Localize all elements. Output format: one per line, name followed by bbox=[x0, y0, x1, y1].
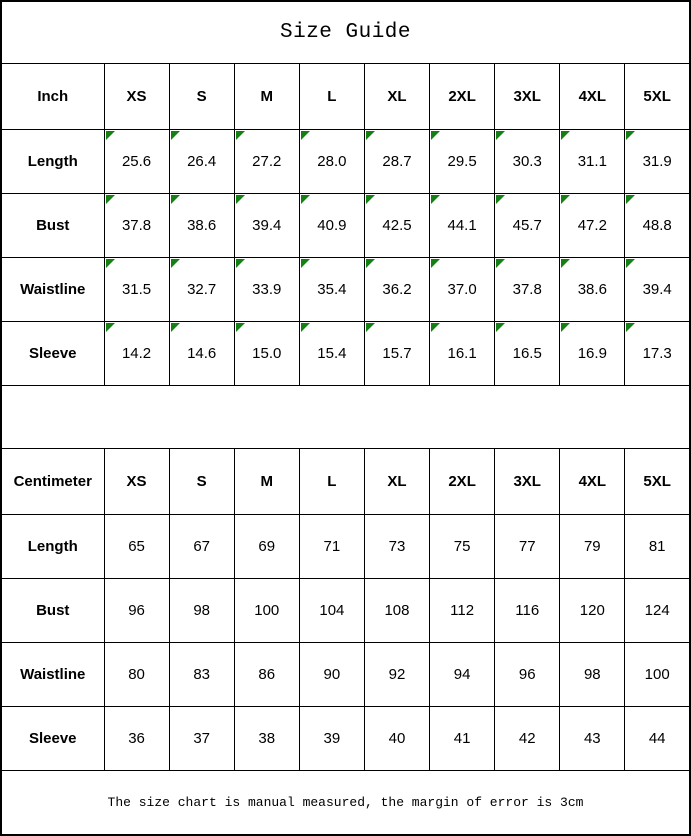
cell-value: 16.1 bbox=[447, 344, 477, 362]
cell-value: 31.5 bbox=[121, 280, 152, 298]
size-value-cell bbox=[430, 193, 495, 257]
size-value-cell bbox=[430, 642, 495, 706]
cell-corner-marker-icon bbox=[561, 131, 570, 140]
size-value-cell bbox=[495, 257, 560, 321]
size-value-cell bbox=[104, 706, 169, 770]
cell-value: 16.9 bbox=[577, 344, 607, 362]
table-row bbox=[1, 129, 690, 193]
centimeter-unit-header: Centimeter bbox=[1, 448, 104, 514]
footer-note: The size chart is manual measured, the margin of error is 3cm bbox=[1, 770, 690, 835]
cell-corner-marker-icon bbox=[626, 195, 635, 204]
size-column-header: S bbox=[169, 63, 234, 129]
inch-header-row bbox=[1, 63, 690, 129]
cell-corner-marker-icon bbox=[431, 195, 440, 204]
cell-corner-marker-icon bbox=[366, 131, 375, 140]
size-column-header: XL bbox=[364, 63, 429, 129]
cell-value: 39 bbox=[323, 729, 341, 747]
size-value-cell bbox=[169, 642, 234, 706]
spacer-cell bbox=[1, 385, 690, 448]
cell-corner-marker-icon bbox=[626, 259, 635, 268]
size-value-cell bbox=[234, 578, 299, 642]
size-column-header: 3XL bbox=[495, 448, 560, 514]
cell-value: 37 bbox=[193, 729, 210, 747]
cell-value: 40.9 bbox=[317, 216, 347, 234]
cell-value: 29.5 bbox=[447, 152, 477, 170]
size-column-header: 5XL bbox=[625, 63, 690, 129]
size-value-cell bbox=[560, 578, 625, 642]
size-value-cell bbox=[625, 257, 690, 321]
size-value-cell bbox=[104, 321, 169, 385]
inch-unit-header: Inch bbox=[1, 63, 104, 129]
cell-value: 32.7 bbox=[187, 280, 217, 298]
size-value-cell bbox=[104, 642, 169, 706]
size-value-cell bbox=[169, 706, 234, 770]
cell-value: 38.6 bbox=[577, 280, 607, 298]
cell-corner-marker-icon bbox=[496, 195, 505, 204]
cell-value: 45.7 bbox=[512, 216, 542, 234]
cell-corner-marker-icon bbox=[236, 323, 245, 332]
size-value-cell bbox=[495, 578, 560, 642]
cell-corner-marker-icon bbox=[366, 195, 375, 204]
size-value-cell bbox=[625, 193, 690, 257]
cell-corner-marker-icon bbox=[236, 259, 245, 268]
size-column-header: 2XL bbox=[430, 63, 495, 129]
cell-value: 31.1 bbox=[577, 152, 607, 170]
size-column-header: XL bbox=[364, 448, 429, 514]
size-value-cell bbox=[364, 129, 429, 193]
row-label: Sleeve bbox=[1, 706, 104, 770]
size-value-cell bbox=[364, 514, 429, 578]
cell-corner-marker-icon bbox=[366, 323, 375, 332]
cell-value: 80 bbox=[128, 665, 145, 683]
cell-value: 38.6 bbox=[187, 216, 217, 234]
size-column-header: S bbox=[169, 448, 234, 514]
cell-corner-marker-icon bbox=[106, 195, 115, 204]
cell-corner-marker-icon bbox=[431, 131, 440, 140]
size-column-header: XS bbox=[104, 448, 169, 514]
size-value-cell bbox=[234, 257, 299, 321]
cell-corner-marker-icon bbox=[301, 131, 310, 140]
size-value-cell bbox=[169, 321, 234, 385]
spacer-row bbox=[1, 385, 690, 448]
cell-corner-marker-icon bbox=[496, 131, 505, 140]
cell-corner-marker-icon bbox=[431, 323, 440, 332]
size-value-cell bbox=[299, 706, 364, 770]
size-value-cell bbox=[364, 642, 429, 706]
cell-value: 16.5 bbox=[512, 344, 542, 362]
table-row bbox=[1, 514, 690, 578]
size-value-cell bbox=[495, 321, 560, 385]
size-value-cell bbox=[104, 514, 169, 578]
size-value-cell bbox=[430, 578, 495, 642]
size-value-cell bbox=[625, 578, 690, 642]
size-value-cell bbox=[495, 642, 560, 706]
cell-value: 42 bbox=[518, 729, 536, 747]
size-value-cell bbox=[234, 193, 299, 257]
size-value-cell bbox=[430, 321, 495, 385]
size-value-cell bbox=[299, 129, 364, 193]
size-column-header: 4XL bbox=[560, 448, 625, 514]
size-value-cell bbox=[625, 706, 690, 770]
cell-corner-marker-icon bbox=[301, 323, 310, 332]
size-value-cell bbox=[299, 514, 364, 578]
cell-value: 116 bbox=[515, 601, 540, 619]
cell-value: 108 bbox=[384, 601, 410, 619]
cell-value: 48.8 bbox=[642, 216, 672, 234]
size-value-cell bbox=[299, 193, 364, 257]
cell-corner-marker-icon bbox=[301, 259, 310, 268]
cell-value: 39.4 bbox=[642, 280, 672, 298]
size-value-cell bbox=[104, 193, 169, 257]
cell-value: 42.5 bbox=[382, 216, 412, 234]
cell-value: 28.0 bbox=[317, 152, 347, 170]
cell-value: 14.2 bbox=[121, 344, 152, 362]
cell-value: 17.3 bbox=[642, 344, 672, 362]
cell-value: 67 bbox=[193, 537, 210, 555]
cell-value: 39.4 bbox=[252, 216, 282, 234]
cell-value: 94 bbox=[453, 665, 471, 683]
cell-corner-marker-icon bbox=[171, 131, 180, 140]
row-label: Waistline bbox=[1, 257, 104, 321]
row-label: Length bbox=[1, 514, 104, 578]
size-value-cell bbox=[234, 642, 299, 706]
table-row bbox=[1, 257, 690, 321]
cell-value: 44.1 bbox=[447, 216, 477, 234]
cell-value: 27.2 bbox=[252, 152, 282, 170]
cell-corner-marker-icon bbox=[236, 131, 245, 140]
size-value-cell bbox=[169, 578, 234, 642]
size-column-header: M bbox=[234, 63, 299, 129]
size-value-cell bbox=[169, 514, 234, 578]
cell-corner-marker-icon bbox=[561, 259, 570, 268]
table-row bbox=[1, 642, 690, 706]
cell-corner-marker-icon bbox=[626, 323, 635, 332]
size-value-cell bbox=[104, 257, 169, 321]
cell-value: 100 bbox=[254, 601, 280, 619]
size-value-cell bbox=[560, 257, 625, 321]
size-value-cell bbox=[234, 706, 299, 770]
row-label: Sleeve bbox=[1, 321, 104, 385]
size-value-cell bbox=[234, 129, 299, 193]
cell-value: 98 bbox=[193, 601, 210, 619]
row-label: Bust bbox=[1, 578, 104, 642]
row-label: Waistline bbox=[1, 642, 104, 706]
cell-value: 104 bbox=[319, 601, 345, 619]
size-value-cell bbox=[560, 642, 625, 706]
cell-value: 40 bbox=[388, 729, 406, 747]
size-value-cell bbox=[169, 129, 234, 193]
cell-corner-marker-icon bbox=[366, 259, 375, 268]
size-value-cell bbox=[234, 321, 299, 385]
cell-corner-marker-icon bbox=[106, 259, 115, 268]
size-value-cell bbox=[430, 129, 495, 193]
cell-corner-marker-icon bbox=[496, 323, 505, 332]
cell-value: 79 bbox=[583, 537, 601, 555]
cell-corner-marker-icon bbox=[171, 259, 180, 268]
size-value-cell bbox=[495, 706, 560, 770]
cell-corner-marker-icon bbox=[496, 259, 505, 268]
cell-value: 30.3 bbox=[512, 152, 542, 170]
size-column-header: M bbox=[234, 448, 299, 514]
size-value-cell bbox=[299, 257, 364, 321]
size-value-cell bbox=[169, 257, 234, 321]
cell-value: 124 bbox=[644, 601, 670, 619]
cell-value: 96 bbox=[128, 601, 145, 619]
table-row bbox=[1, 578, 690, 642]
size-value-cell bbox=[495, 514, 560, 578]
cell-corner-marker-icon bbox=[626, 131, 635, 140]
cell-corner-marker-icon bbox=[106, 131, 115, 140]
cell-corner-marker-icon bbox=[561, 323, 570, 332]
size-value-cell bbox=[625, 129, 690, 193]
size-value-cell bbox=[625, 514, 690, 578]
cell-value: 112 bbox=[450, 601, 475, 619]
cell-corner-marker-icon bbox=[301, 195, 310, 204]
centimeter-header-row bbox=[1, 448, 690, 514]
cell-corner-marker-icon bbox=[431, 259, 440, 268]
cell-value: 65 bbox=[128, 537, 145, 555]
cell-value: 15.0 bbox=[252, 344, 282, 362]
cell-value: 37.8 bbox=[121, 216, 152, 234]
table-row bbox=[1, 321, 690, 385]
size-column-header: XS bbox=[104, 63, 169, 129]
size-value-cell bbox=[364, 321, 429, 385]
size-column-header: L bbox=[299, 448, 364, 514]
cell-value: 98 bbox=[583, 665, 601, 683]
size-column-header: 3XL bbox=[495, 63, 560, 129]
cell-corner-marker-icon bbox=[171, 323, 180, 332]
size-column-header: 5XL bbox=[625, 448, 690, 514]
cell-corner-marker-icon bbox=[171, 195, 180, 204]
row-label: Bust bbox=[1, 193, 104, 257]
size-value-cell bbox=[625, 642, 690, 706]
cell-value: 86 bbox=[258, 665, 276, 683]
size-value-cell bbox=[560, 321, 625, 385]
cell-value: 14.6 bbox=[187, 344, 217, 362]
cell-value: 75 bbox=[453, 537, 471, 555]
cell-value: 37.0 bbox=[447, 280, 477, 298]
cell-value: 69 bbox=[258, 537, 276, 555]
size-value-cell bbox=[364, 578, 429, 642]
cell-value: 41 bbox=[453, 729, 471, 747]
cell-corner-marker-icon bbox=[106, 323, 115, 332]
size-value-cell bbox=[495, 193, 560, 257]
size-value-cell bbox=[364, 193, 429, 257]
footer-row bbox=[1, 770, 690, 835]
cell-value: 92 bbox=[388, 665, 406, 683]
table-row bbox=[1, 706, 690, 770]
cell-value: 36 bbox=[128, 729, 145, 747]
cell-value: 90 bbox=[323, 665, 341, 683]
size-value-cell bbox=[169, 193, 234, 257]
cell-value: 36.2 bbox=[382, 280, 412, 298]
cell-value: 96 bbox=[518, 665, 536, 683]
size-column-header: 4XL bbox=[560, 63, 625, 129]
size-value-cell bbox=[430, 514, 495, 578]
size-value-cell bbox=[430, 706, 495, 770]
size-value-cell bbox=[364, 706, 429, 770]
size-value-cell bbox=[560, 706, 625, 770]
size-value-cell bbox=[234, 514, 299, 578]
cell-value: 71 bbox=[323, 537, 341, 555]
cell-value: 100 bbox=[644, 665, 670, 683]
cell-value: 28.7 bbox=[382, 152, 412, 170]
size-value-cell bbox=[430, 257, 495, 321]
cell-value: 33.9 bbox=[252, 280, 282, 298]
cell-value: 25.6 bbox=[121, 152, 152, 170]
cell-value: 38 bbox=[258, 729, 276, 747]
size-column-header: 2XL bbox=[430, 448, 495, 514]
size-value-cell bbox=[560, 193, 625, 257]
cell-value: 26.4 bbox=[187, 152, 217, 170]
size-value-cell bbox=[299, 578, 364, 642]
cell-value: 83 bbox=[193, 665, 210, 683]
size-value-cell bbox=[364, 257, 429, 321]
cell-corner-marker-icon bbox=[236, 195, 245, 204]
title-row bbox=[1, 1, 690, 63]
cell-value: 15.7 bbox=[382, 344, 412, 362]
cell-value: 43 bbox=[583, 729, 601, 747]
cell-value: 81 bbox=[648, 537, 666, 555]
size-value-cell bbox=[104, 578, 169, 642]
page-title: Size Guide bbox=[1, 1, 690, 63]
size-value-cell bbox=[560, 129, 625, 193]
size-value-cell bbox=[625, 321, 690, 385]
cell-value: 77 bbox=[518, 537, 536, 555]
size-value-cell bbox=[560, 514, 625, 578]
size-value-cell bbox=[299, 642, 364, 706]
cell-value: 44 bbox=[648, 729, 666, 747]
cell-value: 47.2 bbox=[577, 216, 607, 234]
size-column-header: L bbox=[299, 63, 364, 129]
cell-value: 15.4 bbox=[317, 344, 347, 362]
size-value-cell bbox=[495, 129, 560, 193]
cell-value: 37.8 bbox=[512, 280, 542, 298]
cell-value: 73 bbox=[388, 537, 406, 555]
cell-value: 35.4 bbox=[317, 280, 347, 298]
cell-corner-marker-icon bbox=[561, 195, 570, 204]
cell-value: 120 bbox=[579, 601, 605, 619]
table-row bbox=[1, 193, 690, 257]
cell-value: 31.9 bbox=[642, 152, 672, 170]
size-value-cell bbox=[104, 129, 169, 193]
row-label: Length bbox=[1, 129, 104, 193]
size-value-cell bbox=[299, 321, 364, 385]
